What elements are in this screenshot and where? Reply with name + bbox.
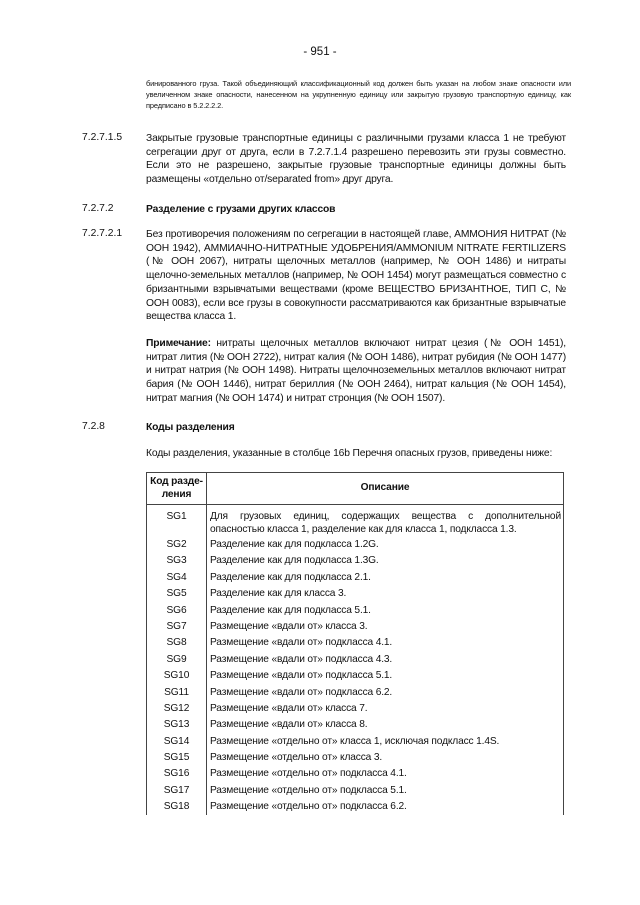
description-cell: Разделение как для подкласса 1.2G. <box>207 536 564 552</box>
table-row <box>147 749 564 765</box>
table-row <box>147 634 564 650</box>
table-body <box>147 505 564 815</box>
table-row <box>147 733 564 749</box>
section-intro: Коды разделения, указанные в столбце 16b Перечня опасных грузов, приведены ниже: <box>146 448 553 459</box>
table-row <box>147 536 564 552</box>
code-cell: SG9 <box>147 651 207 667</box>
description-cell: Для грузовых единиц, содержащих вещества с дополнительной опасностью класса 1, разделение как для класса 1, подкласса 1.3. <box>207 505 564 537</box>
page-number: - 951 - <box>303 46 337 58</box>
section-number: 7.2.7.1.5 <box>82 132 123 143</box>
description-cell: Размещение «вдали от» класса 8. <box>207 716 564 732</box>
description-cell: Размещение «отдельно от» подкласса 5.1. <box>207 782 564 798</box>
code-cell: SG10 <box>147 667 207 683</box>
column-header-code: Код разде-ления <box>147 473 207 505</box>
description-cell: Размещение «вдали от» подкласса 5.1. <box>207 667 564 683</box>
section-title: Коды разделения <box>146 422 235 433</box>
code-cell: SG16 <box>147 765 207 781</box>
section-text: Без противоречия положениям по сегрегации в настоящей главе, АММОНИЯ НИТРАТ (№ ООН 1942), АММИАЧНО-НИТРАТНЫЕ УДОБРЕНИЯ/AMMONIUM NITRATE FERTILIZERS (№ ООН 2067), нитраты щелочных металлов (например, № ООН 1486) и нитраты щелочно-земельных металлов (например, № ООН 1454) могут размещаться совместно с бризантными взрывчатыми веществами (кроме ВЕЩЕСТВО БРИЗАНТНОЕ, ТИП С, № ООН 0083), если все грузы в совокупности рассматриваются как бризантные взрывчатые вещества класса 1. <box>146 229 566 323</box>
table-row <box>147 684 564 700</box>
section-title: Разделение с грузами других классов <box>146 204 336 215</box>
section-number: 7.2.7.2 <box>82 203 114 214</box>
code-cell: SG6 <box>147 602 207 618</box>
code-cell: SG3 <box>147 552 207 568</box>
code-cell: SG12 <box>147 700 207 716</box>
description-cell: Размещение «отдельно от» класса 3. <box>207 749 564 765</box>
table-row <box>147 552 564 568</box>
table-row <box>147 602 564 618</box>
code-cell: SG15 <box>147 749 207 765</box>
code-cell: SG4 <box>147 569 207 585</box>
section-note <box>146 337 566 406</box>
code-cell: SG14 <box>147 733 207 749</box>
section-number: 7.2.7.2.1 <box>82 228 123 239</box>
segregation-codes-table <box>146 472 564 815</box>
code-cell: SG13 <box>147 716 207 732</box>
code-cell: SG18 <box>147 798 207 814</box>
description-cell: Разделение как для подкласса 1.3G. <box>207 552 564 568</box>
description-cell: Разделение как для подкласса 2.1. <box>207 569 564 585</box>
description-cell: Размещение «вдали от» класса 3. <box>207 618 564 634</box>
table-row <box>147 585 564 601</box>
note-text: нитраты щелочных металлов включают нитрат цезия (№ ООН 1451), нитрат лития (№ ООН 2722), нитрат калия (№ ООН 1486), нитрат рубидия (№ ООН 1477) и нитрат натрия (№ ООН 1498). Нитраты щелочноземельных металлов включают нитрат бария (№ ООН 1446), нитрат бериллия (№ ООН 2464), нитрат кальция (№ ООН 1454), нитрат магния (№ ООН 1474) и нитрат стронция (№ ООН 1507). <box>146 338 566 404</box>
table-row <box>147 569 564 585</box>
code-cell: SG1 <box>147 505 207 537</box>
table-row <box>147 505 564 537</box>
description-cell: Размещение «отдельно от» подкласса 6.2. <box>207 798 564 814</box>
code-cell: SG2 <box>147 536 207 552</box>
table-row <box>147 618 564 634</box>
code-cell: SG11 <box>147 684 207 700</box>
table-row <box>147 651 564 667</box>
code-cell: SG5 <box>147 585 207 601</box>
description-cell: Разделение как для класса 3. <box>207 585 564 601</box>
description-cell: Разделение как для подкласса 5.1. <box>207 602 564 618</box>
code-cell: SG7 <box>147 618 207 634</box>
code-cell: SG17 <box>147 782 207 798</box>
description-cell: Размещение «отдельно от» подкласса 4.1. <box>207 765 564 781</box>
table-row <box>147 782 564 798</box>
description-cell: Размещение «вдали от» класса 7. <box>207 700 564 716</box>
section-number: 7.2.8 <box>82 421 105 432</box>
description-cell: Размещение «вдали от» подкласса 4.3. <box>207 651 564 667</box>
table-row <box>147 798 564 814</box>
description-cell: Размещение «вдали от» подкласса 6.2. <box>207 684 564 700</box>
section-text: Закрытые грузовые транспортные единицы с различными грузами класса 1 не требуют сегрегации друг от друга, если в 7.2.7.1.4 разрешено перевозить эти грузы совместно. Если это не разрешено, закрытые грузовые транспортные единицы должны быть размещены «отдельно от/separated from» друг друга. <box>146 133 566 186</box>
description-cell: Размещение «вдали от» подкласса 4.1. <box>207 634 564 650</box>
continued-footnote: бинированного груза. Такой объединяющий классификационный код должен быть указан на любом знаке опасности или увеличенном знаке опасности, нанесенном на укрупненную единицу или закрытую грузовую транспортную единицу, как предписано в 5.2.2.2.2. <box>146 79 571 110</box>
description-cell: Размещение «отдельно от» класса 1, исключая подкласс 1.4S. <box>207 733 564 749</box>
column-header-description: Описание <box>207 473 564 505</box>
table-row <box>147 765 564 781</box>
table-row <box>147 700 564 716</box>
code-cell: SG8 <box>147 634 207 650</box>
note-label: Примечание: <box>146 338 211 349</box>
table-row <box>147 667 564 683</box>
table-row <box>147 716 564 732</box>
